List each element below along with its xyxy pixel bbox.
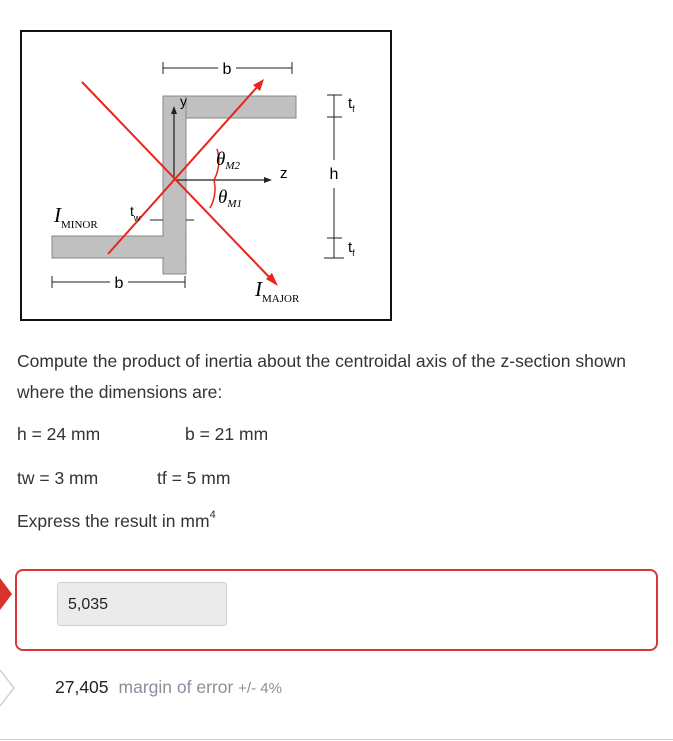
y-axis-label: y	[180, 93, 187, 109]
theta-m1-label: $\theta_{M1}$	[218, 187, 243, 210]
tw-label: $t_w$	[130, 203, 141, 223]
incorrect-indicator-icon	[0, 578, 12, 610]
correct-answer	[55, 677, 282, 698]
h-value: h = 24 mm	[17, 424, 101, 444]
z-section-diagram	[22, 32, 394, 323]
z-axis-label: z	[280, 165, 288, 182]
express-instruction: Express the result in $mm^4$	[17, 509, 216, 531]
answer-input[interactable]: 5,035	[57, 582, 227, 626]
question-text: Compute the product of inertia about the centroidal axis of the z-section shown where the dimensions are:	[17, 351, 626, 402]
b-top-label: b	[222, 61, 232, 78]
z-section-figure	[20, 30, 392, 321]
correct-answer-value: 27,405	[55, 677, 109, 697]
tf-bottom-label: $t_f$	[348, 239, 355, 258]
b-bottom-label: b	[114, 275, 124, 292]
h-label: h	[329, 166, 339, 183]
tw-value: tw = 3 mm	[17, 468, 99, 488]
tf-value: tf = 5 mm	[157, 468, 231, 488]
b-value: b = 21 mm	[185, 424, 269, 444]
margin-of-error: margin of error +/- 4%	[118, 677, 282, 697]
divider	[0, 739, 673, 740]
i-major-label: $I_{MAJOR}$	[255, 277, 300, 305]
tf-top-label: $t_f$	[348, 95, 355, 114]
theta-m2-label: $\theta_{M2}$	[216, 149, 241, 172]
correct-answer-indicator-icon	[0, 670, 16, 706]
i-minor-label: $I_{MINOR}$	[54, 203, 98, 231]
answer-box	[15, 569, 658, 651]
